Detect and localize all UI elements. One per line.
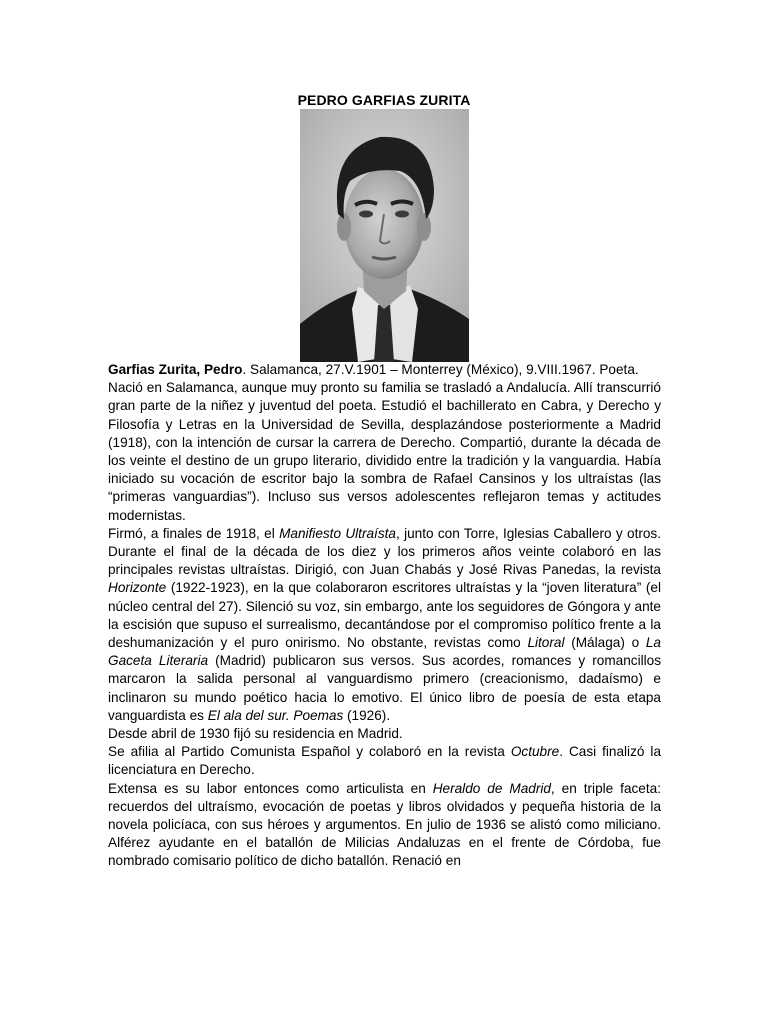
- italic-text: Litoral: [527, 635, 565, 651]
- italic-text: El ala del sur. Poemas: [207, 707, 344, 723]
- italic-text: Horizonte: [108, 580, 167, 596]
- italic-text: Octubre: [510, 744, 560, 760]
- body-paragraph: [108, 525, 661, 725]
- italic-text: Manifiesto Ultraísta: [279, 525, 396, 541]
- body-paragraph: [108, 379, 661, 525]
- text-run: (1926).: [343, 707, 391, 723]
- italic-text: La Gaceta Literaria: [108, 635, 661, 669]
- text-run: Nació en Salamanca, aunque muy pronto su familia se trasladó a Andalucía. Allí transcurrió gran parte de la niñez y juventud del poeta. Estudió el bachillerato en Cabra, y Derecho y Filosofía y Letras en la Universidad de Sevilla, desplazándose posteriormente a Madrid (1918), con la intención de cursar la carrera de Derecho. Compartió, durante la década de los veinte el destino de un grupo literario, dividido entre la tradición y la vanguardia. Había iniciado su vocación de escritor bajo la sombra de Rafael Cansinos y los ultraístas (las “primeras vanguardias”). Incluso sus versos adolescentes reflejaron temas y actitudes modernistas.: [108, 380, 661, 523]
- document-title: PEDRO GARFIAS ZURITA: [297, 92, 471, 108]
- text-run: . Casi finalizó la licenciatura en Derecho.: [108, 744, 661, 778]
- text-run: Firmó, a finales de 1918, el: [108, 525, 280, 541]
- body-paragraph: [108, 725, 661, 743]
- text-run: Extensa es su labor entonces como articulista en: [108, 780, 433, 796]
- body-paragraph: [108, 780, 661, 871]
- bold-text: Garfias Zurita, Pedro: [108, 362, 243, 377]
- text-run: Desde abril de 1930 fijó su residencia en Madrid.: [108, 726, 403, 742]
- text-run: . Salamanca, 27.V.1901 – Monterrey (México), 9.VIII.1967. Poeta.: [242, 362, 639, 377]
- text-run: , en triple faceta: recuerdos del ultraísmo, evocación de poetas y libros olvidados y pequeña historia de la novela policíaca, con sus héroes y argumentos. En julio de 1936 se alistó como miliciano. Alférez ayudante en el batallón de Milicias Andaluzas en el frente de Córdoba, fue nombrado comisario político de dicho batallón. Renació en: [108, 780, 661, 869]
- body-paragraph: [108, 743, 661, 779]
- document-body: [108, 361, 661, 871]
- text-run: (Madrid) publicaron sus versos. Sus acordes, romances y romancillos marcaron la salida personal al vanguardismo primero (creacionismo, dadaísmo) e inclinaron su mundo poético hacia lo emotivo. El único libro de poesía de esta etapa vanguardista es: [108, 653, 661, 723]
- italic-text: Heraldo de Madrid: [432, 780, 551, 796]
- author-portrait: [300, 109, 469, 362]
- text-run: (1922-1923), en la que colaboraron escritores ultraístas y la “joven literatura” (el núcleo central del 27). Silenció su voz, sin embargo, ante los seguidores de Góngora y ante la escisión que supuso el surrealismo, decantándose por el compromiso político frente a la deshumanización y el puro onirismo. No obstante, revistas como: [108, 580, 661, 651]
- text-run: Se afilia al Partido Comunista Español y colaboró en la revista: [108, 744, 511, 760]
- text-run: , junto con Torre, Iglesias Caballero y otros. Durante el final de la década de los diez y los primeros años veinte colaboró en las principales revistas ultraístas. Dirigió, con Juan Chabás y José Rivas Panedas, la revista: [108, 525, 662, 578]
- text-run: (Málaga) o: [564, 635, 646, 651]
- body-paragraph: [108, 361, 661, 379]
